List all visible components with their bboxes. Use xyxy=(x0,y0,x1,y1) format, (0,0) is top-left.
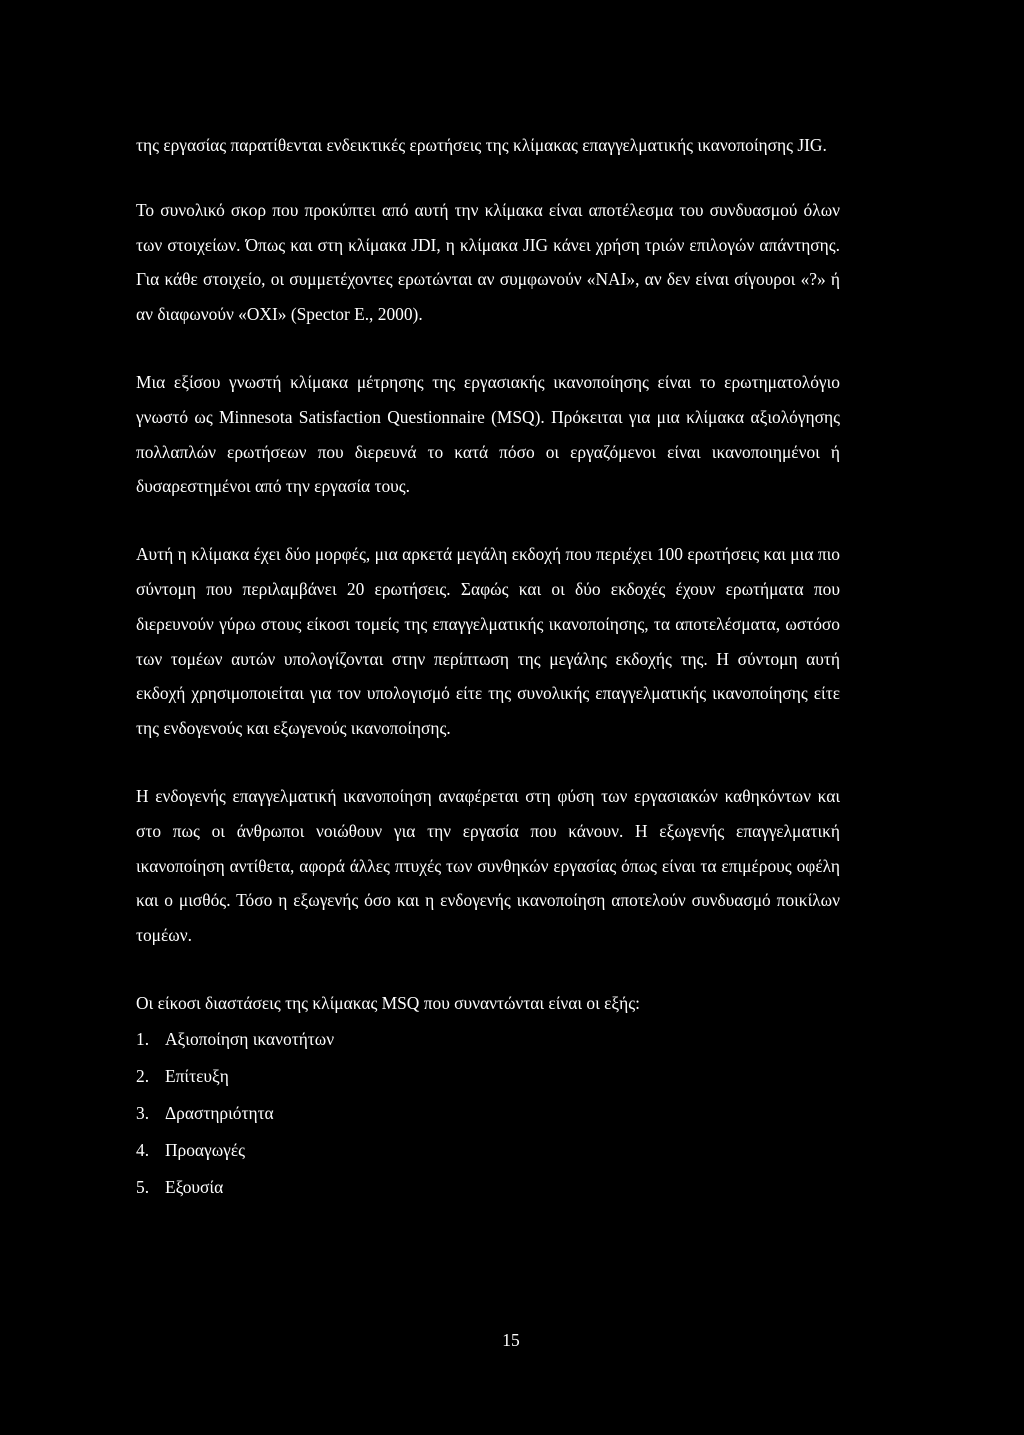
list-item-number: 2. xyxy=(136,1065,150,1086)
list-item-number: 5. xyxy=(136,1176,150,1197)
list-item-number: 3. xyxy=(136,1102,150,1123)
page-number xyxy=(0,1330,1024,1351)
list-item-text: Εξουσία xyxy=(165,1176,224,1197)
list-item xyxy=(136,1132,840,1169)
page-number-text: 15 xyxy=(502,1330,520,1350)
paragraph-4: Αυτή η κλίμακα έχει δύο μορφές, μια αρκετά μεγάλη εκδοχή που περιέχει 100 ερωτήσεις και μια πιο σύντομη που περιλαμβάνει 20 ερωτήσεις. Σαφώς και οι δύο εκδοχές έχουν ερωτήματα που διερευνούν γύρω στους είκοσι τομείς της επαγγελματικής ικανοποίησης, τα αποτελέσματα, ωστόσο των τομέων αυτών υπολογίζονται στην περίπτωση της μεγάλης εκδοχής της. Η σύντομη αυτή εκδοχή χρησιμοποιείται για τον υπολογισμό είτε της συνολικής επαγγελματικής ικανοποίησης είτε της ενδογενούς και εξωγενούς ικανοποίησης. xyxy=(136,544,840,739)
list-item-number: 4. xyxy=(136,1139,150,1160)
list-item xyxy=(136,1021,840,1058)
list-item-text: Επίτευξη xyxy=(165,1065,229,1086)
list-item-text: Δραστηριότητα xyxy=(165,1102,274,1123)
document-body xyxy=(136,128,840,1206)
list-item xyxy=(136,1169,840,1206)
list-item xyxy=(136,1095,840,1132)
paragraph-5: Η ενδογενής επαγγελματική ικανοποίηση αναφέρεται στη φύση των εργασιακών καθηκόντων και στο πως οι άνθρωποι νοιώθουν για την εργασία που κάνουν. Η εξωγενής επαγγελματική ικανοποίηση αντίθετα, αφορά άλλες πτυχές των συνθηκών εργασίας όπως είναι τα επιμέρους οφέλη και ο μισθός. Τόσο η εξωγενής όσο και η ενδογενής ικανοποίηση αποτελούν συνδυασμό ποικίλων τομέων. xyxy=(136,785,840,946)
dimensions-list xyxy=(136,1021,840,1206)
paragraph-2: Το συνολικό σκορ που προκύπτει από αυτή την κλίμακα είναι αποτέλεσμα του συνδυασμού όλων των στοιχείων. Όπως και στη κλίμακα JDI, η κλίμακα JIG κάνει χρήση τριών επιλογών απάντησης. Για κάθε στοιχείο, οι συμμετέχοντες ερωτώνται αν συμφωνούν «ΝΑΙ», αν δεν είναι σίγουροι «?» ή αν διαφωνούν «ΟΧΙ» (Spector E., 2000). xyxy=(136,199,840,325)
paragraph-1: της εργασίας παρατίθενται ενδεικτικές ερωτήσεις της κλίμακας επαγγελματικής ικανοποίησης JIG. xyxy=(136,135,827,155)
paragraph-6: Οι είκοσι διαστάσεις της κλίμακας MSQ που συναντώνται είναι οι εξής: xyxy=(136,992,640,1013)
paragraph-3: Μια εξίσου γνωστή κλίμακα μέτρησης της εργασιακής ικανοποίησης είναι το ερωτηματολόγιο γνωστό ως Minnesota Satisfaction Questionnaire (MSQ). Πρόκειται για μια κλίμακα αξιολόγησης πολλαπλών ερωτήσεων που διερευνά το κατά πόσο οι εργαζόμενοι είναι ικανοποιημένοι ή δυσαρεστημένοι από την εργασία τους. xyxy=(136,371,840,497)
list-item-text: Αξιοποίηση ικανοτήτων xyxy=(165,1028,335,1049)
list-item-text: Προαγωγές xyxy=(165,1139,246,1160)
list-item xyxy=(136,1058,840,1095)
list-item-number: 1. xyxy=(136,1028,150,1049)
